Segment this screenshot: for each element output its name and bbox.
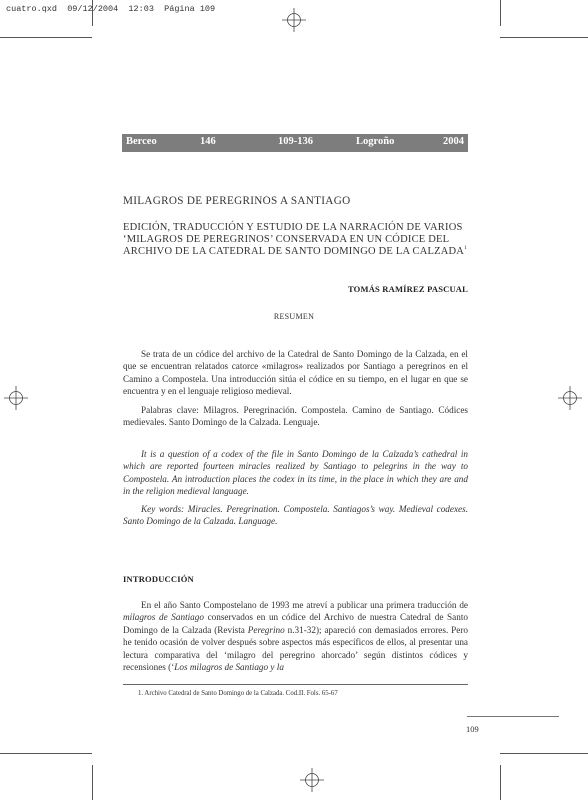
banner-pages: 109-136 (278, 136, 313, 147)
intro-text-3: n.31-32); apareció con demasiados errores. Pero he tenido ocasión de volver después sobre aspectos más específicos de ellos, al presentar una lectura comparativa del ‘milagro del peregrino ahorcado’ según distintos códices y recensiones (‘ (123, 624, 468, 673)
banner-journal: Berceo (126, 136, 157, 147)
section-heading-introduccion: INTRODUCCIÓN (123, 574, 194, 584)
intro-italic-3: Los milagros de Santiago y la (174, 662, 284, 673)
abstract-heading: RESUMEN (273, 312, 315, 321)
subtitle-text: EDICIÓN, TRADUCCIÓN Y ESTUDIO DE LA NARRACIÓN DE VARIOS ‘MILAGROS DE PEREGRINOS’ CONSERVADA EN UN CÓDICE DEL ARCHIVO DE LA CATEDRAL DE SANTO DOMINGO DE LA CALZADA (123, 222, 465, 258)
registration-mark-right (558, 386, 582, 410)
page-number: 109 (466, 724, 479, 734)
banner-year: 2004 (443, 136, 464, 147)
intro-italic-2: Peregrino (247, 624, 285, 635)
banner-place: Logroño (356, 136, 395, 147)
abstract-english: It is a question of a codex of the file in Santo Domingo de la Calzada’s cathedral in which are reported fourteen miracles realized by Santiago to pelegrins in the way to Compostela. An introduction places the codex in its time, in the place in which they are and in the religion medieval language. (123, 449, 468, 497)
banner-issue: 146 (200, 136, 216, 147)
article-title: MILAGROS DE PEREGRINOS A SANTIAGO (123, 195, 351, 207)
footnote-rule (123, 684, 468, 685)
abstract-spanish: Se trata de un códice del archivo de la Catedral de Santo Domingo de la Calzada, en el que se encuentran relatados catorce «milagros» realizados por Santiago a peregrinos en el Camino a Compostela. Una introducción sitúa el códice en su tiempo, en el lugar en que se encuentra y en el lenguaje religioso medieval. (123, 349, 468, 397)
keywords-english: Key words: Miracles. Peregrination. Compostela. Santiagos’s way. Medieval codexes. Santo Domingo de la Calzada. Language. (123, 504, 468, 527)
registration-mark-bottom (300, 768, 324, 792)
registration-mark-left (4, 386, 28, 410)
intro-text-1: En el año Santo Compostelano de 1993 me atreví a publicar una primera traducción de (141, 600, 468, 610)
keywords-spanish: Palabras clave: Milagros. Peregrinación. Compostela. Camino de Santiago. Códices medievales. Santo Domingo de la Calzada. Lenguaje. (123, 405, 468, 428)
article-subtitle (123, 222, 468, 259)
registration-mark-top (282, 8, 306, 32)
introduction-paragraph (123, 599, 468, 673)
footnote-ref[interactable]: 1 (464, 245, 468, 252)
intro-text-2: conservados en un códice del Archivo de nuestra Catedral de Santo Domingo de la Calzada (Revista (123, 612, 468, 635)
journal-banner (122, 134, 468, 152)
intro-italic-1: milagros de Santiago (123, 612, 204, 623)
footnote-1: 1. Archivo Catedral de Santo Domingo de la Calzada. Cod.II. Fols. 65-67 (138, 690, 338, 697)
author-name: TOMÁS RAMÍREZ PASCUAL (347, 284, 468, 294)
printer-slug: cuatro.qxd 09/12/2004 12:03 Página 109 (6, 4, 216, 14)
